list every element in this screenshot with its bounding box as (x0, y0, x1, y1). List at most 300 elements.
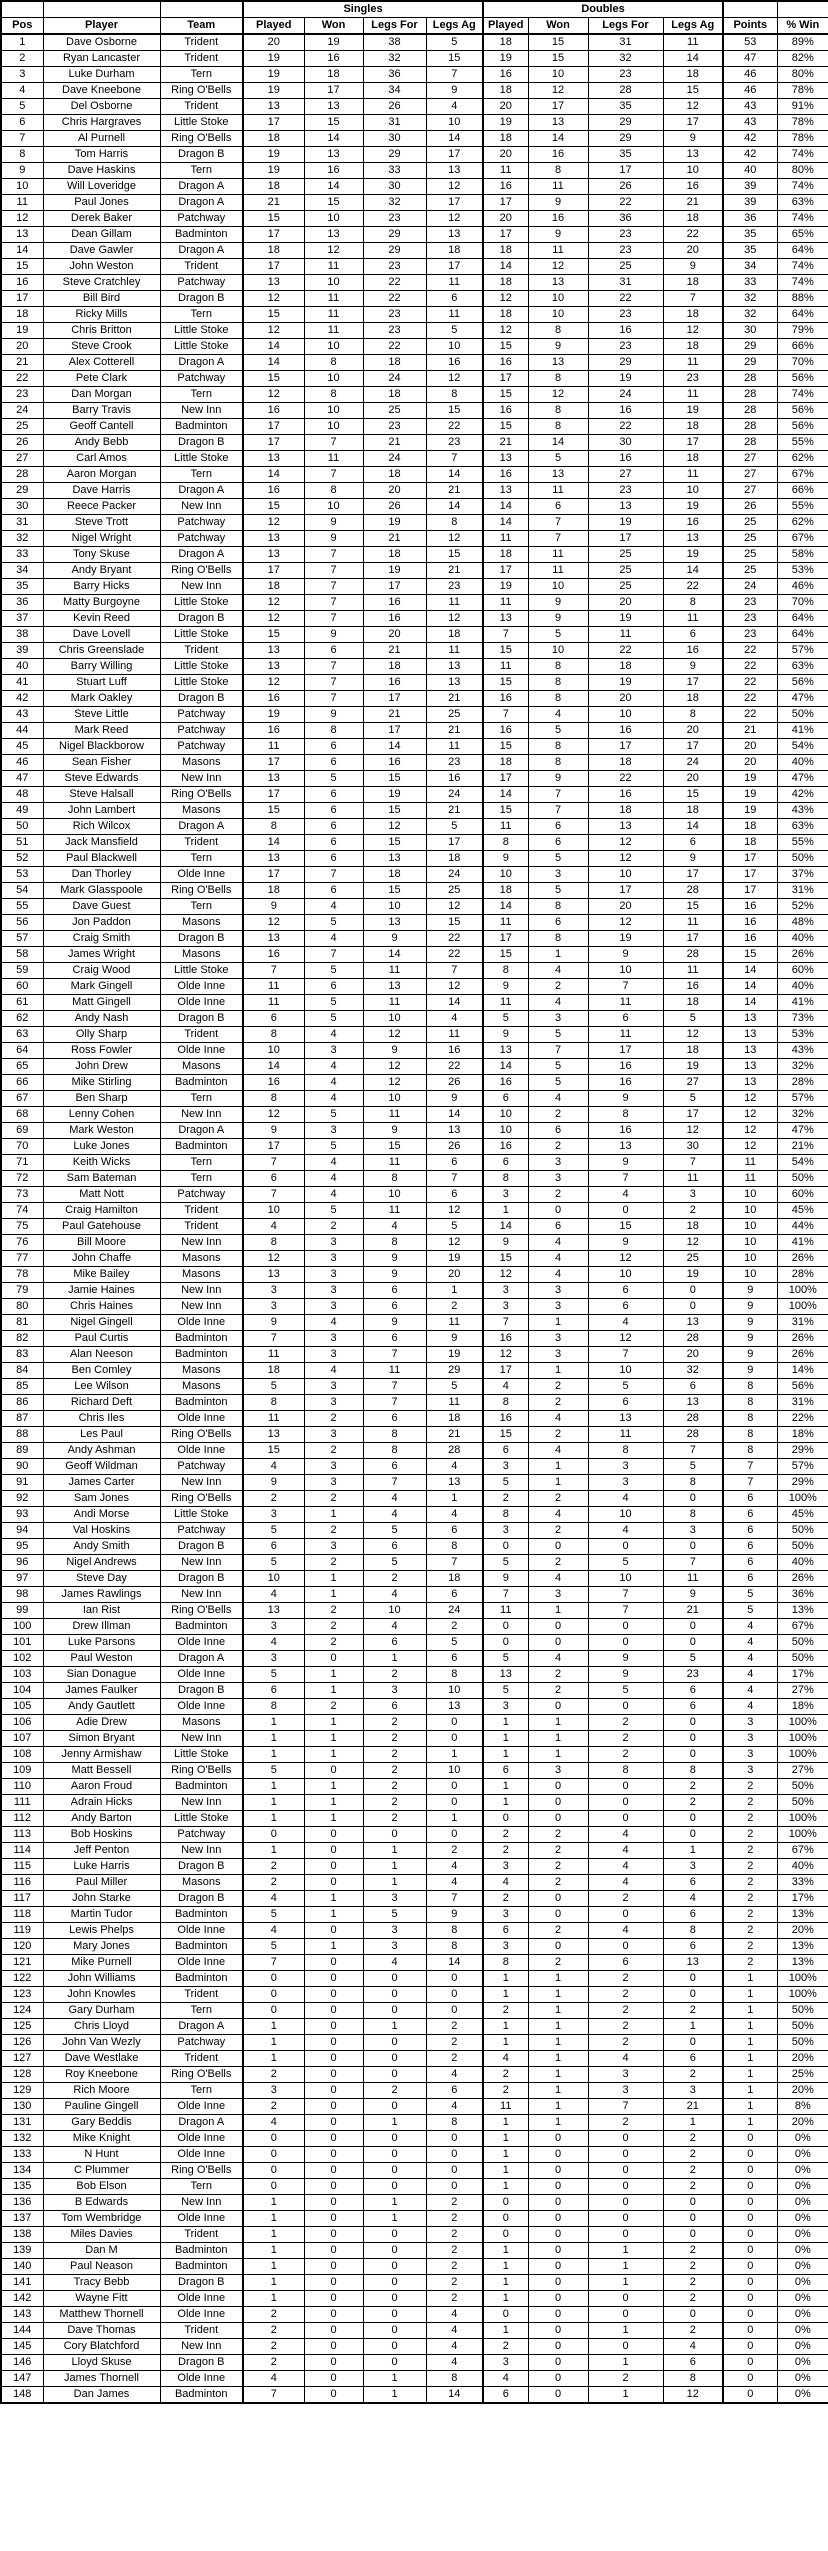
cell-player: Matt Nott (43, 1187, 160, 1203)
cell-singles-legs-ag: 11 (426, 1315, 483, 1331)
cell-singles-won: 0 (304, 2131, 363, 2147)
cell-singles-won: 0 (304, 2211, 363, 2227)
cell-singles-legs-for: 7 (363, 1395, 426, 1411)
cell-doubles-played: 0 (483, 2227, 528, 2243)
cell-doubles-legs-for: 36 (588, 211, 663, 227)
cell-pct-win: 67% (777, 1843, 828, 1859)
cell-doubles-won: 1 (528, 1715, 588, 1731)
cell-player: Steve Halsall (43, 787, 160, 803)
cell-doubles-legs-for: 15 (588, 1219, 663, 1235)
cell-doubles-legs-ag: 6 (663, 1939, 723, 1955)
cell-doubles-played: 9 (483, 979, 528, 995)
cell-team: Badminton (160, 2243, 243, 2259)
cell-doubles-played: 10 (483, 1107, 528, 1123)
cell-doubles-won: 16 (528, 211, 588, 227)
cell-singles-played: 2 (243, 2323, 304, 2339)
cell-points: 16 (723, 931, 777, 947)
cell-pos: 64 (1, 1043, 43, 1059)
cell-points: 12 (723, 1091, 777, 1107)
cell-doubles-legs-for: 16 (588, 723, 663, 739)
cell-singles-won: 0 (304, 2163, 363, 2179)
table-row (1, 435, 828, 451)
cell-pct-win: 41% (777, 995, 828, 1011)
cell-pct-win: 48% (777, 915, 828, 931)
table-row (1, 1939, 828, 1955)
cell-singles-played: 8 (243, 1091, 304, 1107)
cell-doubles-legs-for: 0 (588, 2227, 663, 2243)
cell-doubles-legs-for: 0 (588, 1795, 663, 1811)
cell-doubles-won: 8 (528, 755, 588, 771)
cell-doubles-legs-for: 5 (588, 1683, 663, 1699)
cell-singles-legs-for: 30 (363, 131, 426, 147)
cell-points: 22 (723, 691, 777, 707)
cell-singles-played: 0 (243, 2003, 304, 2019)
cell-team: Dragon B (160, 435, 243, 451)
cell-doubles-won: 0 (528, 2291, 588, 2307)
cell-pos: 108 (1, 1747, 43, 1763)
cell-doubles-legs-for: 20 (588, 899, 663, 915)
table-row (1, 643, 828, 659)
cell-pct-win: 100% (777, 1971, 828, 1987)
cell-team: Little Stoke (160, 675, 243, 691)
cell-singles-legs-ag: 18 (426, 851, 483, 867)
cell-points: 20 (723, 755, 777, 771)
cell-doubles-legs-for: 11 (588, 627, 663, 643)
cell-pos: 14 (1, 243, 43, 259)
cell-singles-won: 0 (304, 2291, 363, 2307)
cell-doubles-legs-for: 31 (588, 275, 663, 291)
cell-doubles-won: 3 (528, 867, 588, 883)
cell-team: Trident (160, 51, 243, 67)
cell-doubles-legs-ag: 3 (663, 2083, 723, 2099)
cell-doubles-legs-for: 16 (588, 451, 663, 467)
cell-doubles-played: 8 (483, 1955, 528, 1971)
cell-doubles-legs-for: 4 (588, 1315, 663, 1331)
cell-doubles-legs-ag: 8 (663, 1475, 723, 1491)
cell-singles-legs-for: 22 (363, 275, 426, 291)
cell-doubles-legs-for: 19 (588, 371, 663, 387)
cell-doubles-legs-for: 25 (588, 563, 663, 579)
cell-singles-played: 2 (243, 1875, 304, 1891)
cell-singles-won: 7 (304, 579, 363, 595)
cell-pct-win: 56% (777, 371, 828, 387)
cell-player: Keith Wicks (43, 1155, 160, 1171)
cell-singles-legs-for: 2 (363, 1811, 426, 1827)
cell-points: 4 (723, 1699, 777, 1715)
cell-singles-legs-ag: 5 (426, 1219, 483, 1235)
cell-player: Andy Nash (43, 1011, 160, 1027)
cell-pct-win: 0% (777, 2275, 828, 2291)
cell-doubles-legs-ag: 6 (663, 2355, 723, 2371)
cell-doubles-played: 17 (483, 1363, 528, 1379)
cell-player: Tony Skuse (43, 547, 160, 563)
cell-singles-legs-ag: 25 (426, 707, 483, 723)
cell-pct-win: 26% (777, 1571, 828, 1587)
cell-singles-legs-for: 26 (363, 99, 426, 115)
cell-doubles-legs-for: 1 (588, 2355, 663, 2371)
cell-doubles-legs-for: 13 (588, 819, 663, 835)
cell-singles-legs-ag: 15 (426, 547, 483, 563)
cell-doubles-played: 3 (483, 1939, 528, 1955)
cell-points: 23 (723, 595, 777, 611)
cell-singles-legs-for: 0 (363, 2275, 426, 2291)
cell-doubles-played: 14 (483, 787, 528, 803)
cell-doubles-legs-for: 9 (588, 1651, 663, 1667)
cell-team: Patchway (160, 723, 243, 739)
cell-singles-legs-ag: 0 (426, 1827, 483, 1843)
cell-points: 32 (723, 307, 777, 323)
cell-points: 28 (723, 419, 777, 435)
cell-doubles-won: 8 (528, 899, 588, 915)
cell-points: 1 (723, 2067, 777, 2083)
cell-pos: 41 (1, 675, 43, 691)
cell-pos: 130 (1, 2099, 43, 2115)
cell-doubles-played: 20 (483, 99, 528, 115)
cell-team: Tern (160, 1155, 243, 1171)
cell-doubles-legs-for: 4 (588, 1187, 663, 1203)
cell-pos: 31 (1, 515, 43, 531)
cell-singles-legs-ag: 4 (426, 2307, 483, 2323)
cell-pos: 75 (1, 1219, 43, 1235)
cell-singles-legs-ag: 12 (426, 899, 483, 915)
cell-singles-played: 13 (243, 643, 304, 659)
table-row (1, 2227, 828, 2243)
cell-team: Tern (160, 2179, 243, 2195)
cell-doubles-won: 2 (528, 1139, 588, 1155)
cell-pos: 96 (1, 1555, 43, 1571)
cell-singles-legs-for: 5 (363, 1907, 426, 1923)
cell-pct-win: 0% (777, 2307, 828, 2323)
cell-singles-won: 4 (304, 1059, 363, 1075)
cell-singles-played: 20 (243, 34, 304, 51)
cell-player: Lloyd Skuse (43, 2355, 160, 2371)
cell-team: Masons (160, 1875, 243, 1891)
cell-doubles-won: 0 (528, 2355, 588, 2371)
cell-pct-win: 45% (777, 1507, 828, 1523)
cell-singles-won: 7 (304, 867, 363, 883)
cell-singles-legs-ag: 18 (426, 1411, 483, 1427)
cell-singles-legs-ag: 9 (426, 1331, 483, 1347)
cell-doubles-legs-for: 10 (588, 963, 663, 979)
cell-doubles-legs-ag: 2 (663, 2147, 723, 2163)
cell-points: 40 (723, 163, 777, 179)
cell-singles-won: 0 (304, 1763, 363, 1779)
cell-singles-legs-for: 19 (363, 515, 426, 531)
cell-pos: 76 (1, 1235, 43, 1251)
cell-doubles-legs-ag: 19 (663, 547, 723, 563)
table-row (1, 2355, 828, 2371)
cell-singles-played: 17 (243, 1139, 304, 1155)
cell-singles-legs-for: 33 (363, 163, 426, 179)
cell-points: 28 (723, 435, 777, 451)
cell-doubles-legs-ag: 2 (663, 2003, 723, 2019)
cell-singles-won: 12 (304, 243, 363, 259)
cell-singles-played: 8 (243, 1699, 304, 1715)
cell-doubles-legs-ag: 25 (663, 1251, 723, 1267)
cell-pos: 143 (1, 2307, 43, 2323)
cell-doubles-won: 10 (528, 67, 588, 83)
cell-singles-legs-ag: 4 (426, 2339, 483, 2355)
cell-player: Mark Weston (43, 1123, 160, 1139)
cell-doubles-won: 16 (528, 147, 588, 163)
table-row (1, 1683, 828, 1699)
cell-points: 0 (723, 2371, 777, 2387)
cell-singles-legs-ag: 5 (426, 34, 483, 51)
cell-points: 24 (723, 579, 777, 595)
cell-pct-win: 67% (777, 531, 828, 547)
cell-singles-legs-ag: 14 (426, 2387, 483, 2404)
cell-singles-won: 2 (304, 1523, 363, 1539)
cell-doubles-played: 2 (483, 2083, 528, 2099)
cell-pct-win: 50% (777, 1795, 828, 1811)
table-row (1, 1507, 828, 1523)
cell-player: Andi Morse (43, 1507, 160, 1523)
cell-singles-legs-for: 1 (363, 2387, 426, 2404)
cell-points: 4 (723, 1667, 777, 1683)
cell-doubles-played: 19 (483, 579, 528, 595)
cell-doubles-legs-for: 9 (588, 1667, 663, 1683)
cell-doubles-legs-for: 4 (588, 2051, 663, 2067)
cell-player: Barry Hicks (43, 579, 160, 595)
cell-pos: 43 (1, 707, 43, 723)
cell-singles-legs-ag: 2 (426, 2275, 483, 2291)
cell-singles-played: 13 (243, 451, 304, 467)
cell-singles-played: 16 (243, 403, 304, 419)
cell-singles-legs-ag: 24 (426, 867, 483, 883)
cell-player: Kevin Reed (43, 611, 160, 627)
cell-points: 25 (723, 563, 777, 579)
cell-singles-won: 7 (304, 947, 363, 963)
cell-doubles-won: 1 (528, 2083, 588, 2099)
cell-doubles-won: 2 (528, 1843, 588, 1859)
cell-player: Paul Neason (43, 2259, 160, 2275)
cell-team: Dragon A (160, 483, 243, 499)
cell-doubles-won: 1 (528, 1987, 588, 2003)
cell-pct-win: 0% (777, 2323, 828, 2339)
cell-doubles-played: 11 (483, 995, 528, 1011)
cell-pos: 95 (1, 1539, 43, 1555)
cell-doubles-legs-for: 5 (588, 1379, 663, 1395)
cell-player: Roy Kneebone (43, 2067, 160, 2083)
cell-pct-win: 54% (777, 1155, 828, 1171)
cell-singles-played: 6 (243, 1171, 304, 1187)
cell-doubles-won: 2 (528, 1555, 588, 1571)
cell-pos: 123 (1, 1987, 43, 2003)
cell-singles-won: 6 (304, 819, 363, 835)
cell-singles-legs-ag: 12 (426, 1235, 483, 1251)
singles-group-header: Singles (243, 1, 483, 18)
cell-pos: 132 (1, 2131, 43, 2147)
cell-singles-legs-ag: 0 (426, 2131, 483, 2147)
cell-points: 27 (723, 467, 777, 483)
cell-singles-played: 8 (243, 1395, 304, 1411)
cell-team: Tern (160, 163, 243, 179)
cell-pct-win: 41% (777, 723, 828, 739)
cell-singles-won: 0 (304, 2243, 363, 2259)
cell-pct-win: 0% (777, 2163, 828, 2179)
cell-pos: 32 (1, 531, 43, 547)
cell-pct-win: 47% (777, 691, 828, 707)
cell-team: Trident (160, 1987, 243, 2003)
cell-points: 43 (723, 99, 777, 115)
cell-doubles-won: 6 (528, 1123, 588, 1139)
cell-singles-legs-ag: 16 (426, 1043, 483, 1059)
cell-pct-win: 31% (777, 883, 828, 899)
cell-singles-legs-ag: 21 (426, 803, 483, 819)
cell-doubles-won: 9 (528, 195, 588, 211)
cell-pct-win: 40% (777, 931, 828, 947)
cell-points: 22 (723, 707, 777, 723)
cell-pos: 70 (1, 1139, 43, 1155)
cell-singles-won: 0 (304, 1955, 363, 1971)
group-header-row (1, 1, 828, 18)
cell-doubles-legs-ag: 0 (663, 1731, 723, 1747)
cell-doubles-won: 5 (528, 723, 588, 739)
cell-doubles-won: 17 (528, 99, 588, 115)
cell-points: 12 (723, 1123, 777, 1139)
cell-singles-legs-for: 4 (363, 1507, 426, 1523)
cell-singles-legs-ag: 4 (426, 2323, 483, 2339)
cell-singles-played: 2 (243, 2307, 304, 2323)
cell-team: Little Stoke (160, 339, 243, 355)
cell-singles-won: 6 (304, 851, 363, 867)
cell-doubles-played: 1 (483, 2131, 528, 2147)
cell-doubles-legs-for: 6 (588, 1955, 663, 1971)
cell-singles-won: 0 (304, 2323, 363, 2339)
cell-pct-win: 80% (777, 163, 828, 179)
cell-singles-legs-ag: 0 (426, 1987, 483, 2003)
col-header-singles-legs-for: Legs For (363, 18, 426, 35)
cell-doubles-played: 18 (483, 34, 528, 51)
cell-doubles-legs-ag: 22 (663, 227, 723, 243)
cell-doubles-legs-ag: 20 (663, 723, 723, 739)
cell-singles-played: 2 (243, 2355, 304, 2371)
table-row (1, 819, 828, 835)
cell-pct-win: 45% (777, 1203, 828, 1219)
cell-pos: 120 (1, 1939, 43, 1955)
cell-player: Nigel Andrews (43, 1555, 160, 1571)
cell-player: Drew Illman (43, 1619, 160, 1635)
cell-doubles-legs-for: 6 (588, 1395, 663, 1411)
cell-team: New Inn (160, 1555, 243, 1571)
cell-singles-legs-for: 1 (363, 1859, 426, 1875)
cell-singles-legs-for: 2 (363, 1763, 426, 1779)
cell-singles-won: 8 (304, 483, 363, 499)
cell-team: Trident (160, 99, 243, 115)
cell-pct-win: 33% (777, 1875, 828, 1891)
cell-player: Dave Kneebone (43, 83, 160, 99)
cell-pct-win: 28% (777, 1075, 828, 1091)
cell-doubles-won: 11 (528, 243, 588, 259)
cell-singles-legs-for: 1 (363, 2019, 426, 2035)
cell-doubles-legs-for: 11 (588, 1427, 663, 1443)
cell-player: Andy Ashman (43, 1443, 160, 1459)
cell-singles-legs-for: 9 (363, 1267, 426, 1283)
table-row (1, 627, 828, 643)
cell-points: 0 (723, 2163, 777, 2179)
cell-doubles-legs-for: 18 (588, 803, 663, 819)
cell-player: Andy Smith (43, 1539, 160, 1555)
col-header-doubles-played: Played (483, 18, 528, 35)
cell-pct-win: 57% (777, 643, 828, 659)
cell-team: Dragon B (160, 1683, 243, 1699)
cell-singles-won: 6 (304, 835, 363, 851)
table-row (1, 2083, 828, 2099)
cell-pos: 101 (1, 1635, 43, 1651)
cell-doubles-played: 11 (483, 531, 528, 547)
cell-pct-win: 21% (777, 1139, 828, 1155)
cell-points: 13 (723, 1059, 777, 1075)
cell-doubles-played: 17 (483, 227, 528, 243)
cell-pct-win: 78% (777, 131, 828, 147)
cell-singles-won: 0 (304, 1923, 363, 1939)
cell-singles-legs-ag: 2 (426, 1299, 483, 1315)
cell-singles-legs-ag: 7 (426, 1891, 483, 1907)
cell-doubles-played: 13 (483, 451, 528, 467)
cell-pos: 6 (1, 115, 43, 131)
cell-pos: 135 (1, 2179, 43, 2195)
cell-singles-legs-ag: 8 (426, 2115, 483, 2131)
cell-doubles-legs-for: 12 (588, 1331, 663, 1347)
cell-player: Cory Blatchford (43, 2339, 160, 2355)
cell-points: 0 (723, 2211, 777, 2227)
cell-team: Patchway (160, 707, 243, 723)
cell-singles-played: 0 (243, 2179, 304, 2195)
cell-singles-legs-for: 4 (363, 1955, 426, 1971)
table-row (1, 1907, 828, 1923)
cell-singles-legs-for: 6 (363, 1331, 426, 1347)
cell-singles-won: 3 (304, 1123, 363, 1139)
cell-player: Luke Durham (43, 67, 160, 83)
cell-singles-legs-for: 16 (363, 595, 426, 611)
cell-singles-legs-ag: 26 (426, 1139, 483, 1155)
cell-player: Dave Harris (43, 483, 160, 499)
cell-points: 17 (723, 883, 777, 899)
cell-singles-legs-for: 8 (363, 1443, 426, 1459)
cell-singles-won: 7 (304, 595, 363, 611)
cell-doubles-won: 0 (528, 2147, 588, 2163)
cell-player: James Rawlings (43, 1587, 160, 1603)
table-row (1, 2003, 828, 2019)
cell-pct-win: 26% (777, 1251, 828, 1267)
cell-pos: 103 (1, 1667, 43, 1683)
cell-doubles-played: 11 (483, 915, 528, 931)
cell-pos: 68 (1, 1107, 43, 1123)
table-row (1, 595, 828, 611)
cell-points: 34 (723, 259, 777, 275)
cell-singles-won: 0 (304, 2067, 363, 2083)
cell-doubles-played: 15 (483, 643, 528, 659)
cell-pos: 100 (1, 1619, 43, 1635)
cell-singles-won: 1 (304, 1795, 363, 1811)
cell-points: 9 (723, 1283, 777, 1299)
cell-pct-win: 43% (777, 803, 828, 819)
table-row (1, 1603, 828, 1619)
cell-doubles-legs-ag: 28 (663, 1411, 723, 1427)
cell-player: Tom Harris (43, 147, 160, 163)
cell-doubles-legs-for: 0 (588, 2195, 663, 2211)
cell-team: Dragon A (160, 195, 243, 211)
cell-doubles-legs-for: 19 (588, 675, 663, 691)
cell-player: Mike Stirling (43, 1075, 160, 1091)
table-row (1, 2115, 828, 2131)
cell-points: 8 (723, 1443, 777, 1459)
cell-doubles-legs-ag: 6 (663, 2051, 723, 2067)
cell-player: Chris Greenslade (43, 643, 160, 659)
cell-doubles-legs-ag: 19 (663, 1059, 723, 1075)
cell-singles-played: 7 (243, 963, 304, 979)
cell-singles-legs-ag: 6 (426, 1155, 483, 1171)
